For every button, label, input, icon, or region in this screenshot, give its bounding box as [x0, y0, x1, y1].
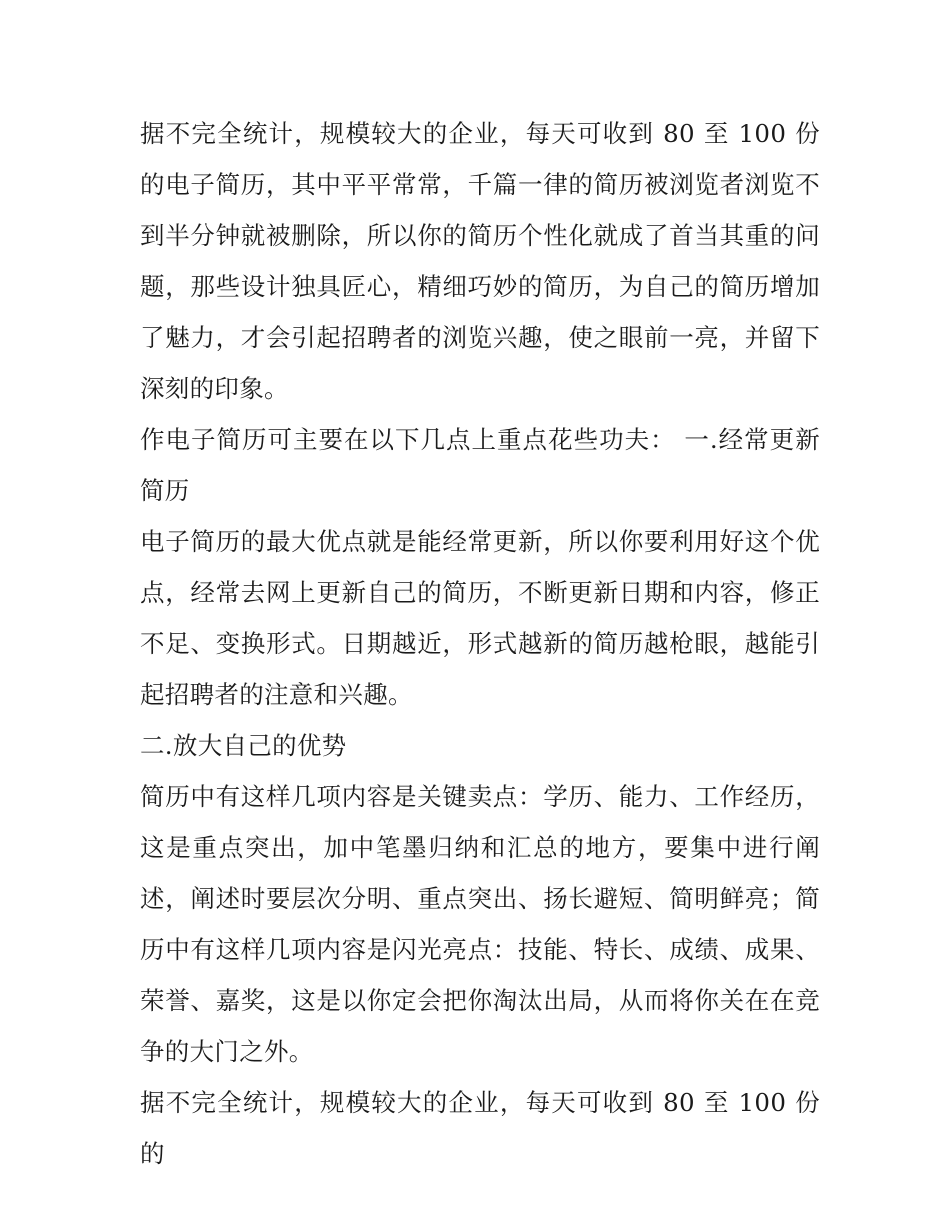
paragraph-section-intro: 作电子简历可主要在以下几点上重点花些功夫： 一.经常更新简历	[140, 425, 820, 505]
paragraph-repeat-intro: 据不完全统计，规模较大的企业，每天可收到 80 至 100 份的	[140, 1088, 820, 1168]
paragraph-intro: 据不完全统计，规模较大的企业，每天可收到 80 至 100 份的电子简历，其中平平常常，千篇一律的简历被浏览者浏览不到半分钟就被删除，所以你的简历个性化就成了首当其重的问题，那些设计独具匠心，精细巧妙的简历，为自己的简历增加了魅力，才会引起招聘者的浏览兴趣，使之眼前一亮，并留下深刻的印象。	[140, 119, 820, 403]
heading-amplify-strengths: 二.放大自己的优势	[140, 731, 347, 760]
document-body	[140, 108, 820, 1179]
paragraph-update-resume: 电子简历的最大优点就是能经常更新，所以你要利用好这个优点，经常去网上更新自己的简历，不断更新日期和内容，修正不足、变换形式。日期越近，形式越新的简历越枪眼，越能引起招聘者的注意和兴趣。	[140, 527, 820, 709]
paragraph-key-points: 简历中有这样几项内容是关键卖点：学历、能力、工作经历，这是重点突出，加中笔墨归纳和汇总的地方，要集中进行阐述，阐述时要层次分明、重点突出、扬长避短、简明鲜亮；简历中有这样几项内容是闪光亮点：技能、特长、成绩、成果、荣誉、嘉奖，这是以你定会把你淘汰出局，从而将你关在在竞争的大门之外。	[140, 782, 820, 1066]
